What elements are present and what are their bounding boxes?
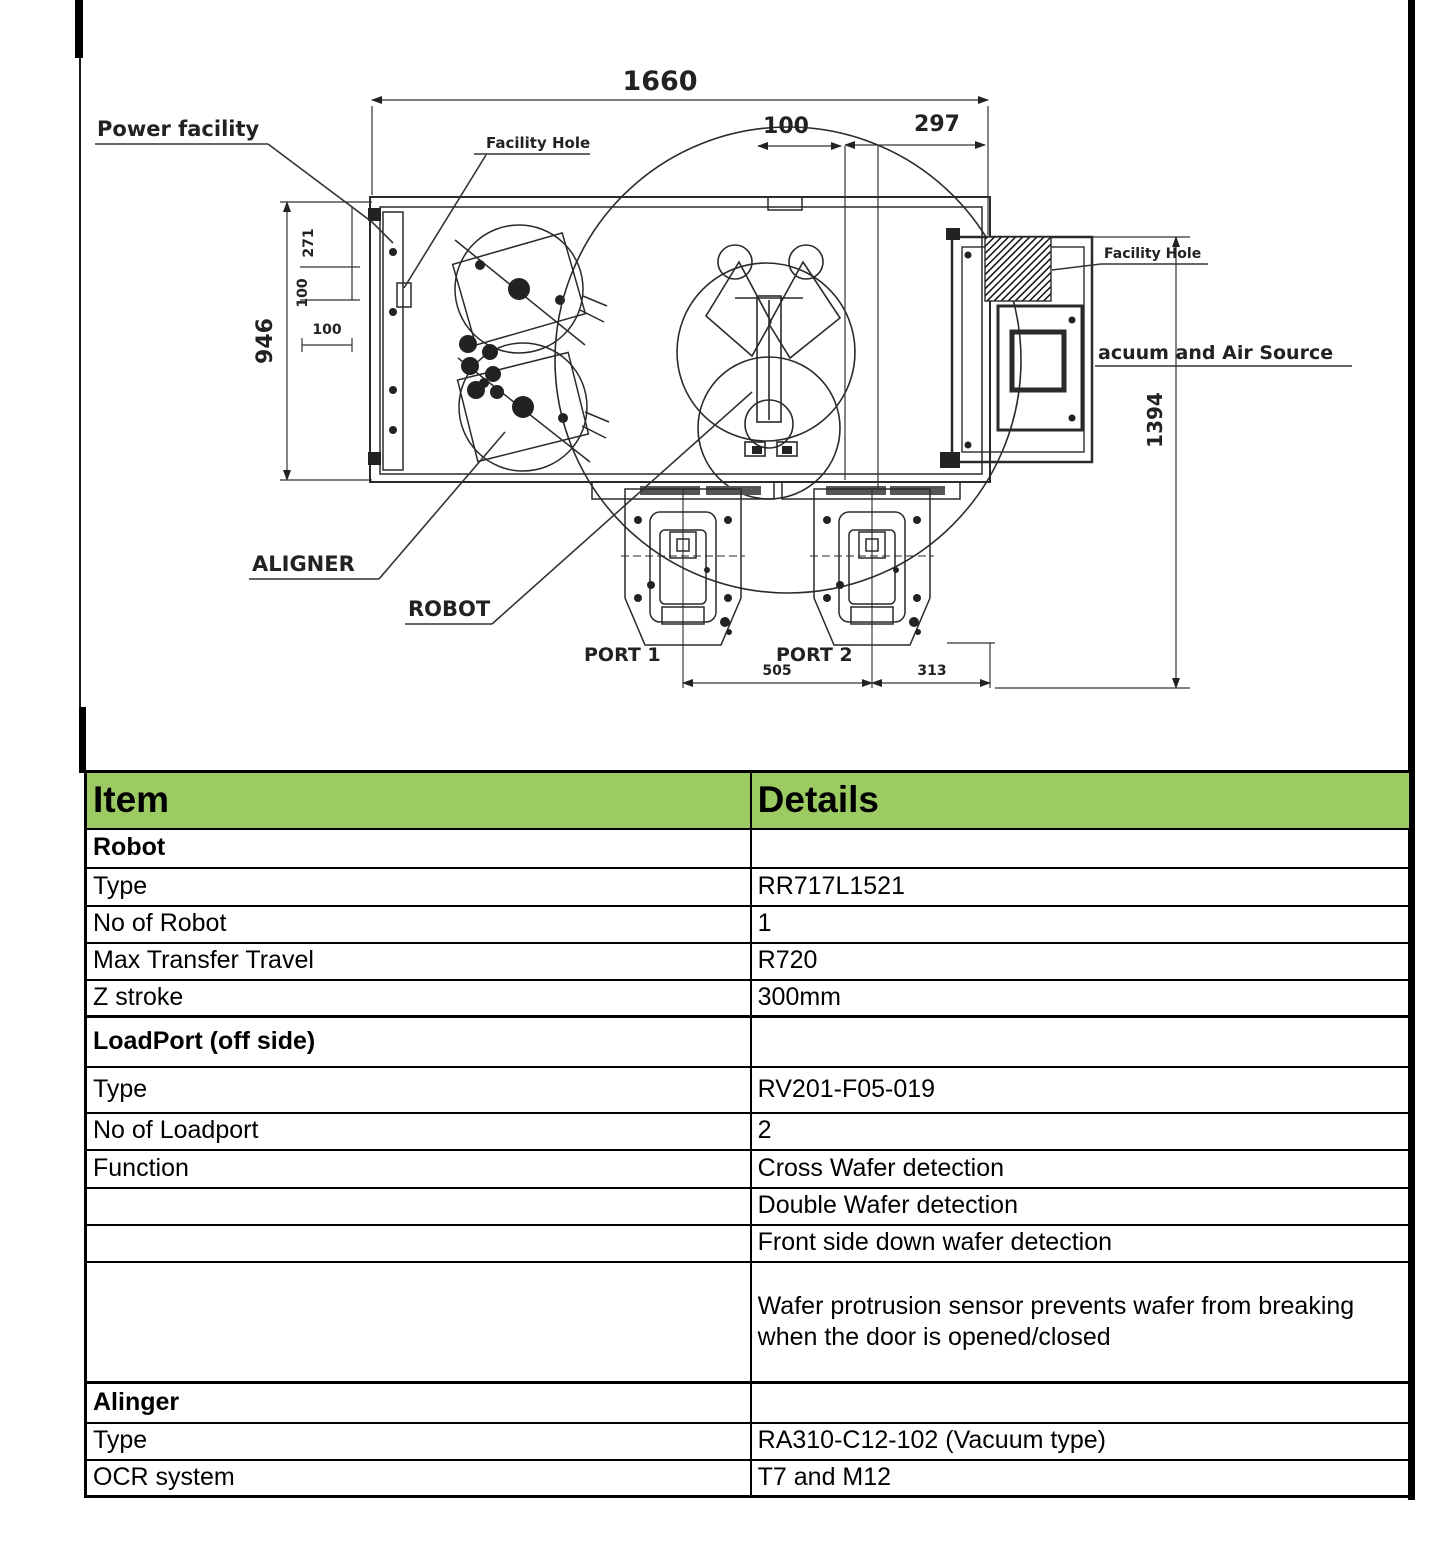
table-row xyxy=(86,1423,1411,1460)
row-item: No of Robot xyxy=(86,906,751,943)
row-item: No of Loadport xyxy=(86,1113,751,1150)
row-details: T7 and M12 xyxy=(751,1460,1411,1497)
dim-left-946: 946 xyxy=(253,318,278,364)
row-details: 300mm xyxy=(751,980,1411,1017)
dim-left-271: 271 xyxy=(301,228,317,258)
table-row xyxy=(86,1460,1411,1497)
spec-table xyxy=(84,770,1412,1498)
table-row xyxy=(86,1067,1411,1113)
col-header-item: Item xyxy=(86,772,751,829)
col-header-details: Details xyxy=(751,772,1411,829)
row-item: Type xyxy=(86,1067,751,1113)
row-item: Alinger xyxy=(86,1383,751,1423)
dim-left-100h: 100 xyxy=(312,322,342,338)
table-row xyxy=(86,943,1411,980)
label-vacuum-air-source: acuum and Air Source xyxy=(1098,342,1334,364)
row-item xyxy=(86,1188,751,1225)
label-facility-hole-top: Facility Hole xyxy=(486,134,591,152)
aligner-dots xyxy=(459,260,568,423)
table-row xyxy=(86,1225,1411,1262)
row-item: Max Transfer Travel xyxy=(86,943,751,980)
equipment-layout-drawing xyxy=(0,0,1439,770)
row-details: RA310-C12-102 (Vacuum type) xyxy=(751,1423,1411,1460)
label-aligner: ALIGNER xyxy=(252,552,355,576)
table-row xyxy=(86,1262,1411,1383)
dim-bottom-505: 505 xyxy=(762,663,792,679)
table-row xyxy=(86,829,1411,868)
row-details: Wafer protrusion sensor prevents wafer from breaking when the door is opened/closed xyxy=(751,1262,1411,1383)
row-details xyxy=(751,829,1411,868)
label-robot: ROBOT xyxy=(408,597,491,621)
dimension-texts xyxy=(253,66,1167,679)
drawing-labels xyxy=(97,117,1333,666)
row-item xyxy=(86,1262,751,1383)
dim-left-100v: 100 xyxy=(295,278,311,308)
row-item: LoadPort (off side) xyxy=(86,1017,751,1067)
row-item: OCR system xyxy=(86,1460,751,1497)
row-item: Z stroke xyxy=(86,980,751,1017)
row-item: Type xyxy=(86,868,751,906)
row-item xyxy=(86,1225,751,1262)
row-details: 2 xyxy=(751,1113,1411,1150)
table-row xyxy=(86,1383,1411,1423)
row-item: Robot xyxy=(86,829,751,868)
table-header-row xyxy=(86,772,1411,829)
row-details xyxy=(751,1383,1411,1423)
row-details: Double Wafer detection xyxy=(751,1188,1411,1225)
row-item: Type xyxy=(86,1423,751,1460)
row-details: RV201-F05-019 xyxy=(751,1067,1411,1113)
dim-total-width: 1660 xyxy=(622,66,698,97)
row-details: Cross Wafer detection xyxy=(751,1150,1411,1188)
row-details: R720 xyxy=(751,943,1411,980)
table-row xyxy=(86,1150,1411,1188)
row-details: RR717L1521 xyxy=(751,868,1411,906)
table-row xyxy=(86,1113,1411,1150)
row-details xyxy=(751,1017,1411,1067)
table-row xyxy=(86,1017,1411,1067)
vacuum-air-unit xyxy=(952,237,1092,462)
row-details: Front side down wafer detection xyxy=(751,1225,1411,1262)
row-details: 1 xyxy=(751,906,1411,943)
dim-right-1394: 1394 xyxy=(1143,392,1167,448)
label-power-facility: Power facility xyxy=(97,117,260,141)
dim-top-297: 297 xyxy=(914,112,960,137)
label-port-2: PORT 2 xyxy=(776,644,853,666)
table-row xyxy=(86,980,1411,1017)
table-row xyxy=(86,868,1411,906)
label-facility-hole-right: Facility Hole xyxy=(1104,246,1202,262)
dim-top-100: 100 xyxy=(763,114,809,139)
row-item: Function xyxy=(86,1150,751,1188)
table-row xyxy=(86,906,1411,943)
label-port-1: PORT 1 xyxy=(584,644,661,666)
table-row xyxy=(86,1188,1411,1225)
dim-bottom-313: 313 xyxy=(917,663,947,679)
